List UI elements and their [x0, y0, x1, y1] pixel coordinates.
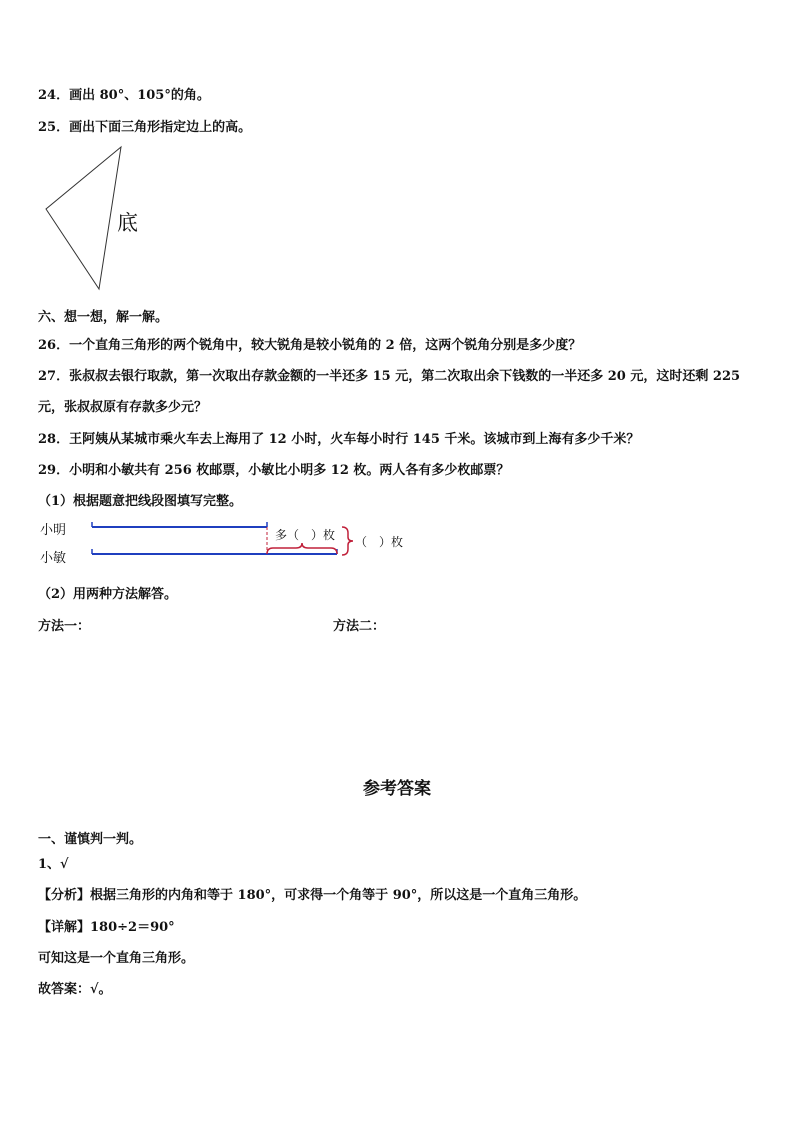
method-1-label: 方法一：: [38, 619, 91, 634]
answer-1-detail: 【详解】180÷2＝90°: [38, 920, 175, 935]
answer-key-title: 参考答案: [363, 779, 431, 799]
question-26: 26．一个直角三角形的两个锐角中，较大锐角是较小锐角的 2 倍，这两个锐角分别是多少度？: [38, 338, 582, 353]
question-25: 25．画出下面三角形指定边上的高。: [38, 120, 252, 135]
question-29: 29．小明和小敏共有 256 枚邮票，小敏比小明多 12 枚。两人各有多少枚邮票？: [38, 463, 510, 478]
answers-section-1: 一、谨慎判一判。: [38, 832, 143, 847]
question-27-line2: 元，张叔叔原有存款多少元？: [38, 400, 208, 415]
section-6-heading: 六、想一想，解一解。: [38, 310, 169, 325]
method-2-label: 方法二：: [333, 619, 386, 634]
more-stamps-label: 多（ ）枚: [275, 528, 336, 542]
answer-1-analysis: 【分析】根据三角形的内角和等于 180°，可求得一个角等于 90°，所以这是一个直角三角形。: [38, 888, 587, 903]
answer-1-final: 故答案：√。: [38, 982, 112, 997]
triangle: [46, 147, 121, 289]
label-xiaomin: 小敏: [40, 551, 67, 566]
triangle-base-label: 底: [117, 211, 138, 235]
answer-1-conclusion: 可知这是一个直角三角形。: [38, 951, 195, 966]
right-brace: [342, 527, 353, 555]
question-27-line1: 27．张叔叔去银行取款，第一次取出存款金额的一半还多 15 元，第二次取出余下钱数的一半还多 20 元，这时还剩 225: [38, 369, 741, 384]
question-28: 28．王阿姨从某城市乘火车去上海用了 12 小时，火车每小时行 145 千米。该城市到上海有多少千米？: [38, 432, 640, 447]
question-29-part1: （1）根据题意把线段图填写完整。: [38, 494, 243, 509]
question-24: 24．画出 80°、105°的角。: [38, 88, 210, 103]
label-xiaoming: 小明: [40, 523, 67, 538]
question-29-part2: （2）用两种方法解答。: [38, 587, 178, 602]
bottom-brace: [267, 543, 337, 554]
answer-1: 1、√: [38, 857, 69, 872]
total-stamps-label: （ ）枚: [355, 535, 404, 549]
